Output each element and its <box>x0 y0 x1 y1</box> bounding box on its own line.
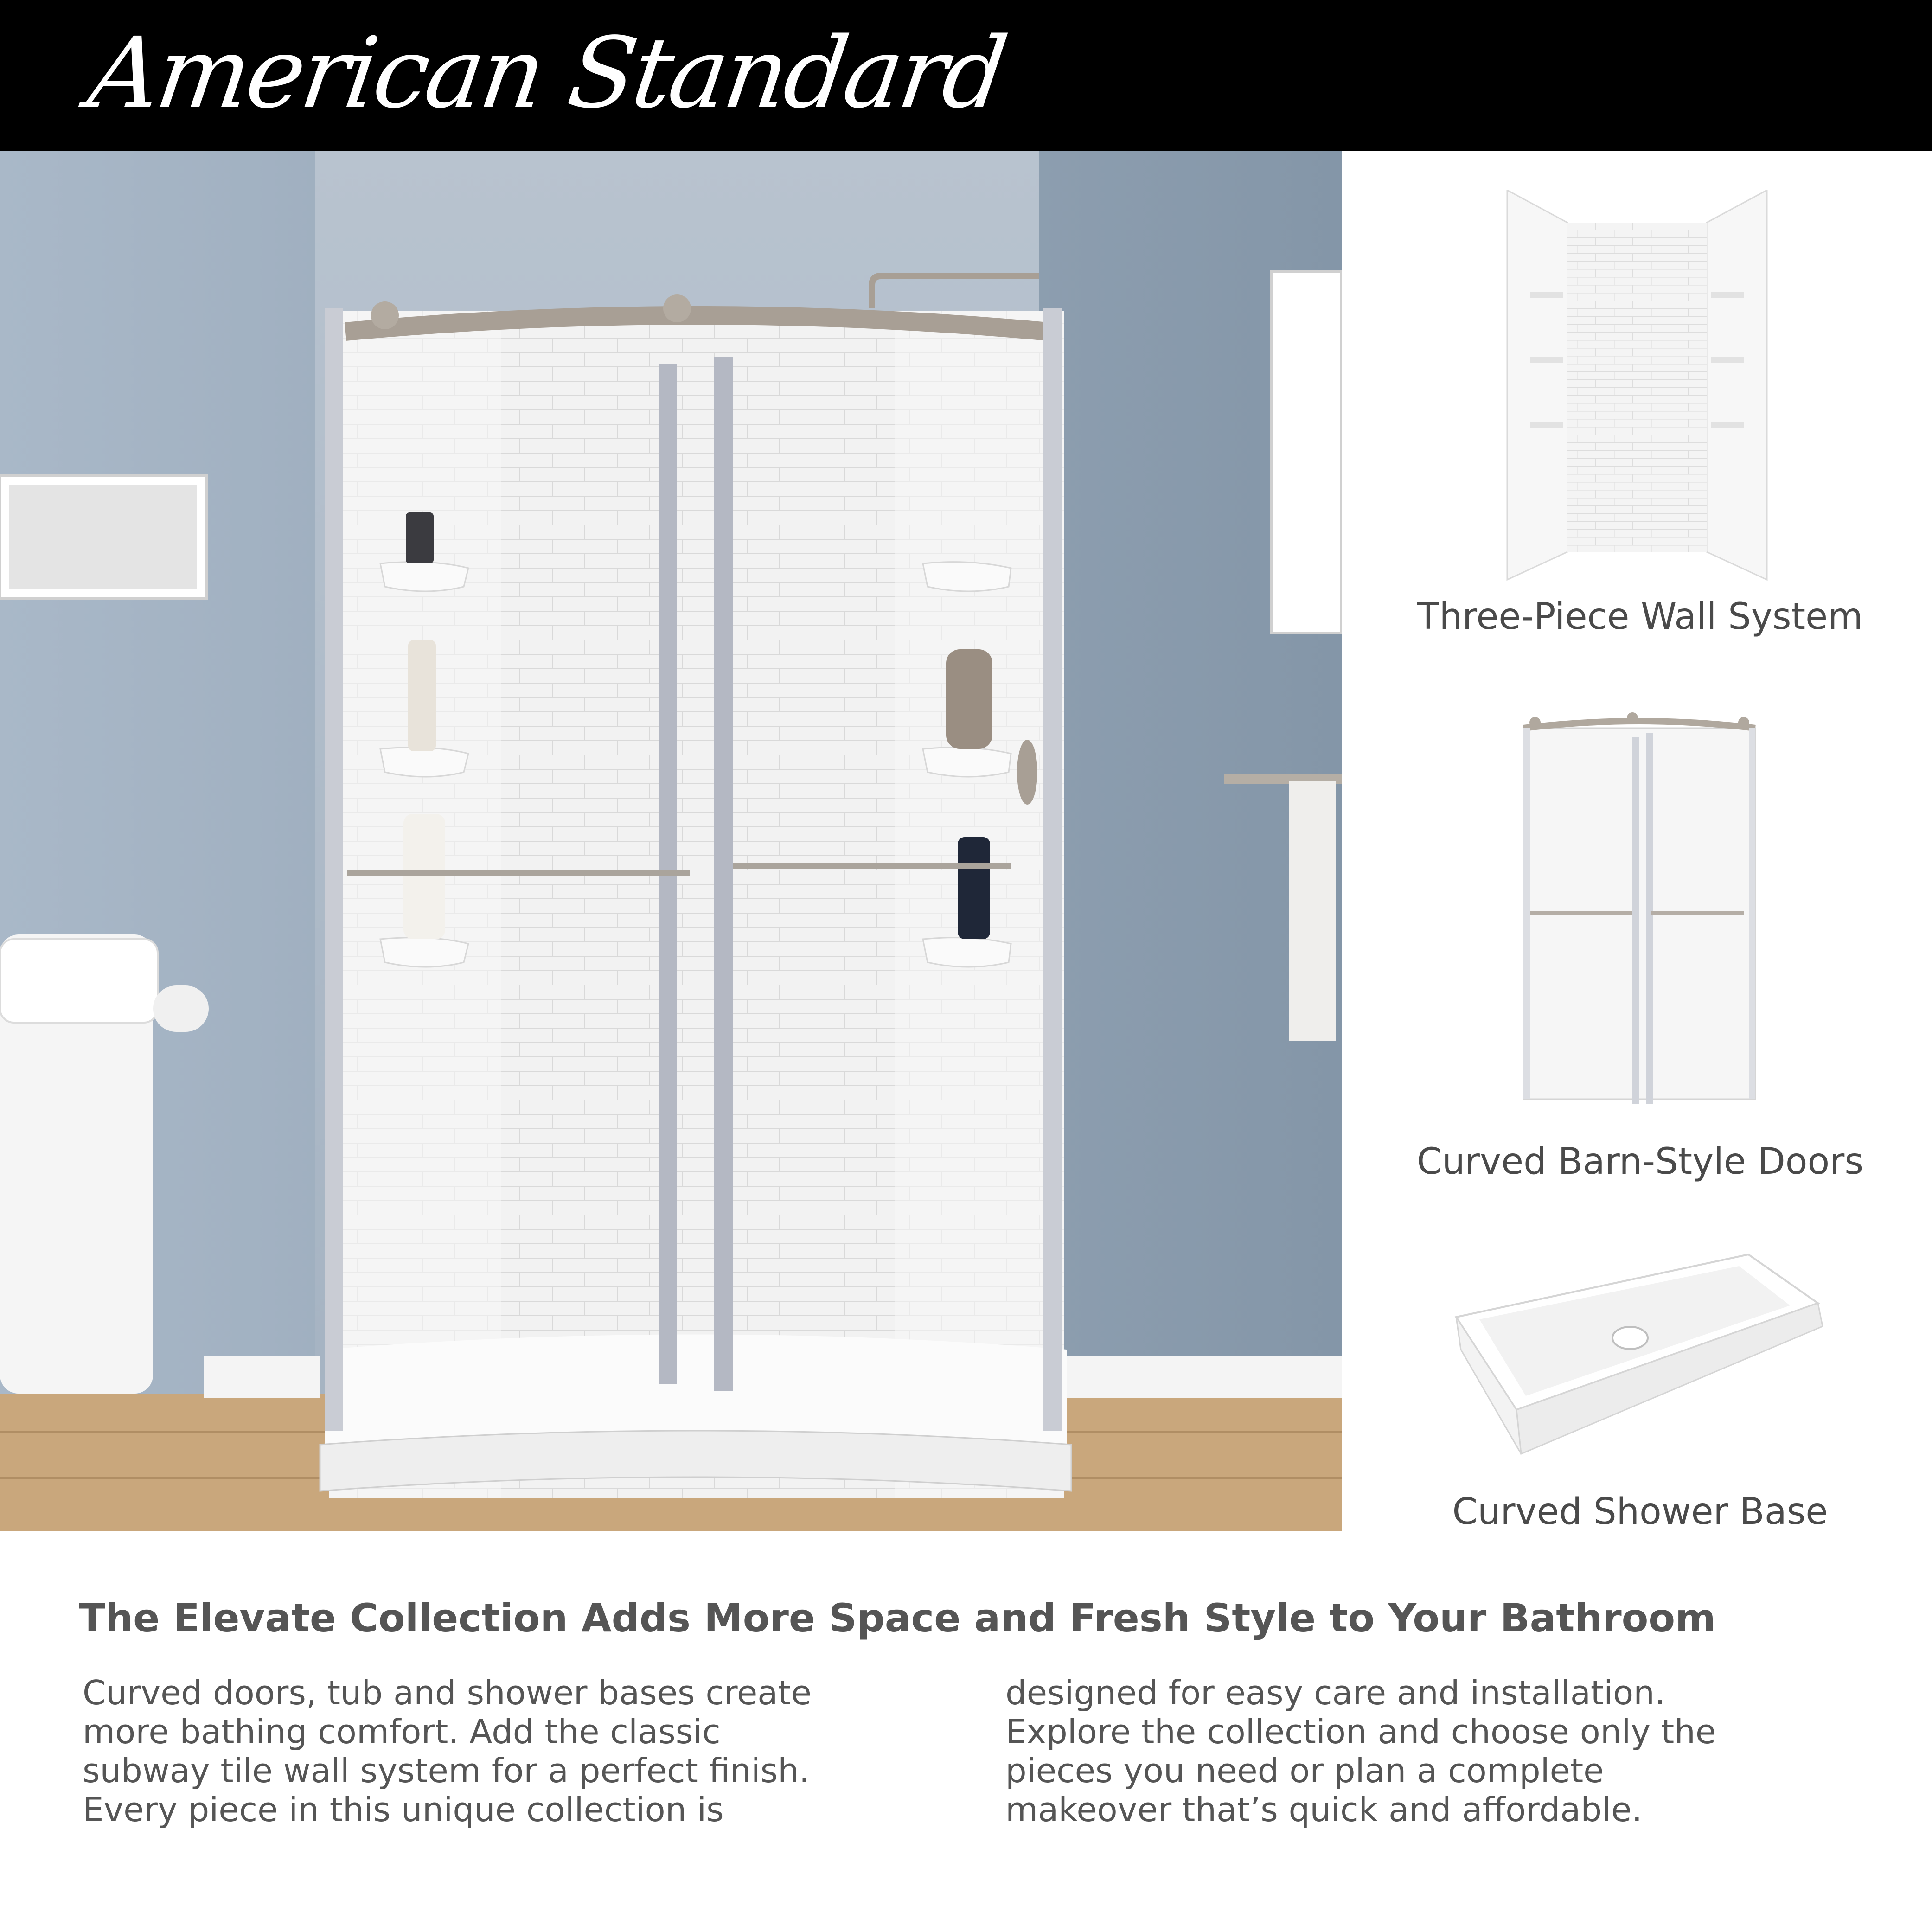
shower-base-icon <box>1452 1247 1823 1456</box>
feature-label-wall-system: Three-Piece Wall System <box>1417 596 1863 638</box>
feature-label-barn-doors: Curved Barn-Style Doors <box>1417 1141 1863 1183</box>
description-line: more bathing comfort. Add the classic <box>83 1712 721 1751</box>
shower-scene-image <box>0 151 1342 1531</box>
description-line: designed for easy care and installation. <box>1005 1673 1665 1712</box>
description-line: Every piece in this unique collection is <box>83 1790 724 1829</box>
brand-header <box>0 0 1932 151</box>
description-line: subway tile wall system for a perfect finish. <box>83 1751 810 1790</box>
wall-system-icon <box>1503 190 1772 584</box>
brand-logo: American Standard <box>82 16 1011 130</box>
feature-label-shower-base: Curved Shower Base <box>1452 1491 1828 1533</box>
barn-doors-icon <box>1516 710 1762 1113</box>
description-column-right <box>1005 1673 1716 1829</box>
description-line: pieces you need or plan a complete <box>1005 1751 1604 1790</box>
description-line: Curved doors, tub and shower bases create <box>83 1673 812 1712</box>
description-line: Explore the collection and choose only the <box>1005 1712 1716 1751</box>
description-line: makeover that’s quick and affordable. <box>1005 1790 1643 1829</box>
description-column-left <box>83 1673 812 1829</box>
collection-heading: The Elevate Collection Adds More Space and Fresh Style to Your Bathroom <box>79 1595 1716 1641</box>
